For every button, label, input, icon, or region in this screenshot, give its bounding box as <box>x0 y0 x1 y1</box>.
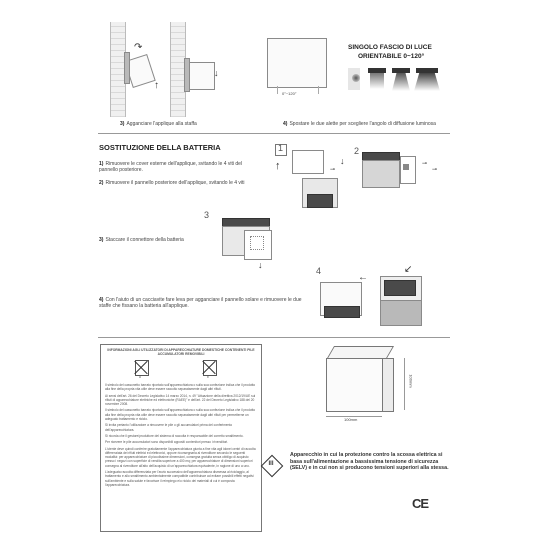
top-step-3: 3) Agganciare l'applique alla staffa <box>120 121 197 127</box>
down-arrow-icon: ↓ <box>340 156 345 166</box>
battery-figure-1 <box>270 142 350 212</box>
dimension-drawing <box>318 344 438 424</box>
disposal-body <box>105 383 257 487</box>
disposal-heading: INFORMAZIONI AGLI UTILIZZATORI DI APPARECCHIATURE DOMESTICHE CONTENENTI PILE ACCUMULATORI REMOVIBILI <box>107 348 255 357</box>
screw-icon: ⊸ <box>330 167 336 173</box>
battery-figure-3 <box>200 210 300 285</box>
screwdriver-icon: ↙ <box>404 264 413 275</box>
safety-text: Apparecchio in cui la protezione contro la scossa elettrica si basa sull'alimentazione a bassissima tensione di sicurezza (SELV) e in cui non si producono tensioni superiori alla stessa. <box>290 452 449 471</box>
disposal-paragraph: L'adeguata raccolta differenziata per l'avvio successivo dell'apparecchiatura dismessa al riciclaggio, al trattamento e allo smaltimento ambientalmente compatibile contribuisce ad evitare possibili effetti negativi sull'ambiente e sulla salute e favorisce il reimpiego e/o riciclo dei materiali di cui è composta l'apparecchiatura. <box>105 470 254 487</box>
divider-top <box>98 133 450 134</box>
beam-title: SINGOLO FASCIO DI LUCE <box>348 44 432 51</box>
ce-mark: CE <box>412 496 429 511</box>
figure-number-1: 1 <box>278 143 284 153</box>
disposal-paragraph: Si ricorda che il gestore/produttore del sistema di raccolta è responsabile del corretto smaltimento. <box>105 433 244 438</box>
battery-step-3: 3) Staccare il connettore della batteria <box>99 237 184 243</box>
figure-number-4: 4 <box>316 266 322 276</box>
disposal-paragraph: Il simbolo del cassonetto barrato riportato sull'apparecchiatura o sulla sua confezione indica che il prodotto alla fine della propria vita utile deve essere raccolto separatamente dagli altri rifiuti. <box>105 383 256 392</box>
disposal-paragraph: Il simbolo del cassonetto barrato riportato sull'apparecchiatura o sulla sua confezione indica che il prodotto alla fine della propria vita utile deve essere raccolto separatamente dagli altri rifiuti per permetterne un adeguato trattamento e riciclo. <box>105 408 256 422</box>
battery-step-1: 1) Rimuovere le cover esterne dell'applique, svitando le 4 viti del pannello posteriore. <box>99 161 243 173</box>
dimension-height: 100mm <box>408 374 414 388</box>
disposal-paragraph: L'utente deve quindi conferire gratuitamente l'apparecchiatura giunta a fine vita agli idonei centri di raccolta differenziata dei rifiuti elettrici ed elettronici, oppure riconsegnarla al rivenditore secondo le seguenti modalità: per apparecchiature di piccolissime dimensioni, consegna gratuita senza obbligo di acquisto presso i negozi con superficie di vendita superiore a 400 mq; per apparecchiature di dimensioni superiori consegna al rivenditore all'atto dell'acquisto di un'apparecchiatura equivalente, in ragione di uno a uno. <box>105 446 256 468</box>
symbol-label-b: b <box>207 375 209 379</box>
top-step-4: 4) Spostare le due alette per scegliere l'angolo di diffusione luminosa <box>283 121 436 127</box>
lamp-angle-illustration <box>262 38 332 98</box>
disposal-paragraph: Ai sensi dell'art. 26 del Decreto Legislativo 14 marzo 2014, n. 49 "Attuazione della direttiva 2012/19/UE sui rifiuti di apparecchiature elettriche ed elettroniche (RAEE)" e dell'art. 22 del Decreto Legislativo 188 del 20 novembre 2008. <box>105 393 256 407</box>
beam-subtitle: ORIENTABILE 0~120° <box>358 53 425 60</box>
rotate-arrow-icon: ↷ <box>134 42 143 53</box>
left-arrow-icon: ← <box>358 272 368 283</box>
battery-figure-4 <box>310 262 450 337</box>
battery-step-2: 2) Rimuovere il pannello posteriore dell'applique, svitando le 4 viti <box>99 180 245 186</box>
dimension-width: 100mm <box>344 417 358 422</box>
disposal-notice <box>100 344 262 532</box>
class-iii-label: III <box>268 461 274 467</box>
figure-number-3: 3 <box>204 210 210 220</box>
screw-icon: ⊸ <box>422 161 428 167</box>
screw-icon: ⊸ <box>432 167 438 173</box>
up-arrow-icon: ↑ <box>154 80 159 91</box>
battery-step-4: 4) Con l'aiuto di un cacciavite fare leva per agganciare il pannello solare e rimuovere le due staffe che fissano la batteria all'applique. <box>99 297 302 309</box>
up-arrow-icon: ↑ <box>275 160 281 172</box>
battery-figure-2 <box>350 142 450 212</box>
divider-middle <box>98 337 450 338</box>
disposal-paragraph: Si invita pertanto l'utilizzatore a rimuovere le pile o gli accumulatori prima del conferimento dell'apparecchiatura. <box>105 423 233 432</box>
down-arrow-icon: ↓ <box>214 68 219 78</box>
mount-illustration-b <box>170 22 225 117</box>
angle-label: 0°~120° <box>282 91 297 96</box>
connector-icon: ↓ <box>258 260 263 270</box>
battery-section-title: SOSTITUZIONE DELLA BATTERIA <box>99 143 221 152</box>
weee-bin-symbols <box>121 360 241 380</box>
symbol-label-a: a <box>139 375 141 379</box>
mount-illustration-a <box>110 22 160 117</box>
beam-angle-icons <box>348 66 448 96</box>
figure-number-2: 2 <box>354 146 360 156</box>
disposal-paragraph: Per ricevere le pile accumulatori sono disponibili appositi contenitori presso i rivenditori. <box>105 440 229 445</box>
